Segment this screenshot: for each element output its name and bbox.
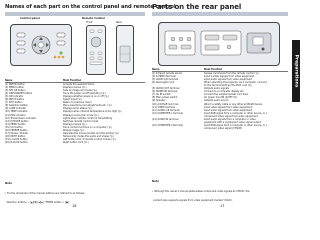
rear-panel-illustration — [158, 22, 280, 66]
left-row-name: (10) TEMP indicator — [5, 110, 28, 114]
right-row-function: When operating the projector via a computer, connect — [204, 81, 267, 85]
right-row-name: (4) Kensington lock — [152, 81, 175, 85]
right-row-function: Input audio signals from a computer or video — [204, 117, 256, 121]
left-row-function: Operates the mouse pointer and the pointer ('p.) — [63, 131, 120, 135]
right-table-header-name: Name — [152, 68, 160, 71]
remote-rear-label: Rear — [116, 21, 122, 24]
right-row-name: (13) COMPUTER 1 terminal — [152, 111, 183, 115]
right-row-function: Attach a safety cable or any other antitheft device. — [204, 102, 263, 106]
right-row-name: (10) Antitheft lock hole — [152, 102, 179, 106]
right-row-name: (5) AUDIO OUT terminal — [152, 87, 180, 91]
left-row-name: (6) INPUT button — [5, 98, 25, 102]
left-row-function: Menu selections and adjustments,etc. ('p.) — [63, 104, 112, 108]
right-note-title: Note — [152, 180, 159, 183]
right-row-function: Input RGB signal from a computer or other source, or a — [204, 123, 268, 127]
left-table-body — [5, 83, 145, 144]
left-row-name: (16) FREEZE button — [5, 128, 28, 132]
left-row-function: Displays when internal temperature is too high ('p.) — [63, 110, 123, 114]
remote-control-label: Remote Control — [82, 17, 105, 20]
left-row-name: (12) Transmission indicator — [5, 116, 37, 120]
right-table-header-main: Main Function — [204, 68, 223, 71]
left-row-name: (13) PJ MODE button — [5, 119, 29, 123]
right-row-name: (7) AC IN socket — [152, 93, 171, 97]
left-row-function: Displays lamp status ('p.) — [63, 107, 93, 111]
right-row-function: to this terminal with an RS-232C cord ('p.) — [204, 84, 253, 88]
left-row-name: (14) MENU button — [5, 122, 26, 126]
right-row-function: Input audio signals from video equipment — [204, 78, 253, 82]
right-row-function: Input S-video signals from video equipment — [204, 75, 255, 79]
left-note-line: Selection buttons → [▲][▼][◄][►] ENTER button → [●] — [5, 201, 69, 204]
left-row-name: (9) LAMP indicator — [5, 107, 27, 111]
left-row-function: Displays menus ('p.) — [63, 86, 87, 90]
right-row-name — [152, 127, 204, 130]
right-note-body — [152, 184, 249, 205]
left-row-name: (20) R-CLICK button — [5, 140, 28, 144]
right-row-function: Connect the supplied power cord here. — [204, 93, 249, 97]
left-row-name: (4) ON/STANDBY button — [5, 92, 33, 96]
control-panel-label: Control panel — [20, 17, 40, 20]
left-table-header-name: Name — [5, 79, 13, 82]
left-row-name: (15) Ctrl button — [5, 125, 23, 129]
left-row-function: Left button click of remote control mouse ('p.) — [63, 137, 116, 141]
left-row-name: (3) SET UP button — [5, 89, 26, 93]
left-note-title: Note — [5, 182, 12, 185]
right-note-line: product also supports signals from video equipment marked Y/Cb/Cr. — [152, 199, 233, 202]
left-row-function: Return to previous menu — [63, 101, 92, 105]
left-row-name: (1) ENTER button — [5, 83, 25, 87]
remote-front-label: Front — [86, 21, 93, 24]
control-panel-illustration — [10, 24, 72, 66]
left-page-number: 16 — [72, 204, 77, 208]
left-row-name: (18) MUTE button — [5, 134, 26, 138]
left-row-name: (17) Mouse / Pointer — [5, 131, 29, 135]
left-row-function: Displays cooling fan mode ('p.) — [63, 113, 99, 117]
left-table-header-main: Main Function — [63, 79, 82, 82]
right-page-number: 17 — [220, 204, 225, 208]
right-table-body — [152, 72, 288, 130]
left-table-row — [5, 141, 145, 144]
right-row-name: (8) Main power switch — [152, 96, 178, 100]
right-row-function: AC power line ON (I)/OFF (O) — [204, 96, 237, 100]
left-row-function: Switches remote control mode — [63, 119, 99, 123]
left-function-table — [5, 79, 145, 144]
right-row-name: (15) COMPUTER 2 terminal — [152, 123, 183, 127]
left-row-name: (5) ON indicator — [5, 95, 24, 99]
remote-battery-cover-icon — [117, 26, 133, 74]
remote-rear-illustration — [116, 25, 134, 75]
left-row-function: Displays menus ('p.) — [63, 122, 87, 126]
right-row-function: component video signal from video equipment — [204, 114, 258, 118]
left-row-function: Turns control functions on a computer ('p.) — [63, 125, 112, 129]
right-row-function: component video signal (Y/Pb/Pr) — [204, 126, 243, 130]
preparations-side-tab — [292, 40, 300, 102]
right-row-function: Input RGB signal from a computer or other source, or a — [204, 111, 268, 115]
right-row-name: (12) AUDIO L/R terminal — [152, 108, 180, 112]
right-row-function: Input video signals from video equipment. — [204, 105, 253, 109]
remote-keypad-icon — [87, 26, 105, 74]
left-row-function: Temporarily mutes the audio and image ('p.) — [63, 134, 115, 138]
right-table-row — [152, 127, 288, 130]
right-row-function: Outputs audio signals — [204, 87, 229, 91]
right-page-title: Parts on the rear panel — [152, 3, 242, 11]
right-row-name: (1) Infrared remote sensor — [152, 72, 183, 76]
left-row-name: (7) EXIT button — [5, 101, 23, 105]
right-row-name: (9) Speaker — [152, 99, 166, 103]
right-row-name: (11) VIDEO terminal — [152, 105, 176, 109]
right-row-name: (2) S-VIDEO terminal — [152, 75, 176, 79]
left-row-function: Displays whether power is on or off ('p.) — [63, 95, 109, 99]
left-row-name: (11) FAN indicator — [5, 113, 26, 117]
left-row-function: Sets up image and mode ('p.) — [63, 89, 98, 93]
side-tab-label: Preparations — [293, 54, 299, 88]
control-panel-buttons-icon — [11, 25, 71, 65]
left-row-function: Turns the power on/off (standby) ('p.) — [63, 92, 106, 96]
left-note-line: • For the remainder of this manual buttons are referred to as follows: — [5, 192, 85, 195]
left-row-name: (19) L-CLICK button — [5, 137, 28, 141]
left-row-function: Right button click ('p.) — [63, 140, 89, 144]
right-row-function: equipment with a component video signal output — [204, 120, 261, 124]
left-row-function: Accepts the selected items — [63, 83, 95, 87]
left-row-name: (2) MENU button — [5, 86, 25, 90]
right-row-function: Senses commands from the remote control ('p.) — [204, 72, 260, 76]
left-row-function: Lights when remote control is transmitting — [63, 116, 112, 120]
left-row-name: (8) Selection button — [5, 104, 28, 108]
right-row-name: (6) MONITOR terminal — [152, 90, 178, 94]
left-row-function: Pauses image ('p.) — [63, 128, 85, 132]
rear-panel-terminals-icon — [159, 23, 279, 65]
remote-front-illustration — [86, 25, 106, 75]
right-row-name: (14) AUDIO IN terminal — [152, 117, 179, 121]
right-row-function: Connect to a computer display etc. — [204, 90, 245, 94]
right-function-table — [152, 68, 288, 130]
right-note-line: • Although this owner's manual abbreviates component video signals as Y/Pb/Pr, the — [152, 190, 250, 193]
right-row-function: Input audio signals from video equipment — [204, 108, 253, 112]
right-row-name: (3) AUDIO L/R terminal — [152, 78, 179, 82]
left-page-title: Names of each part on the control panel and remote control — [5, 4, 176, 10]
right-row-function: Outputs audio sound. — [204, 99, 229, 103]
left-row-function: Select input ('p.) — [63, 98, 83, 102]
right-title-underline — [152, 12, 288, 16]
left-title-underline — [5, 12, 145, 16]
